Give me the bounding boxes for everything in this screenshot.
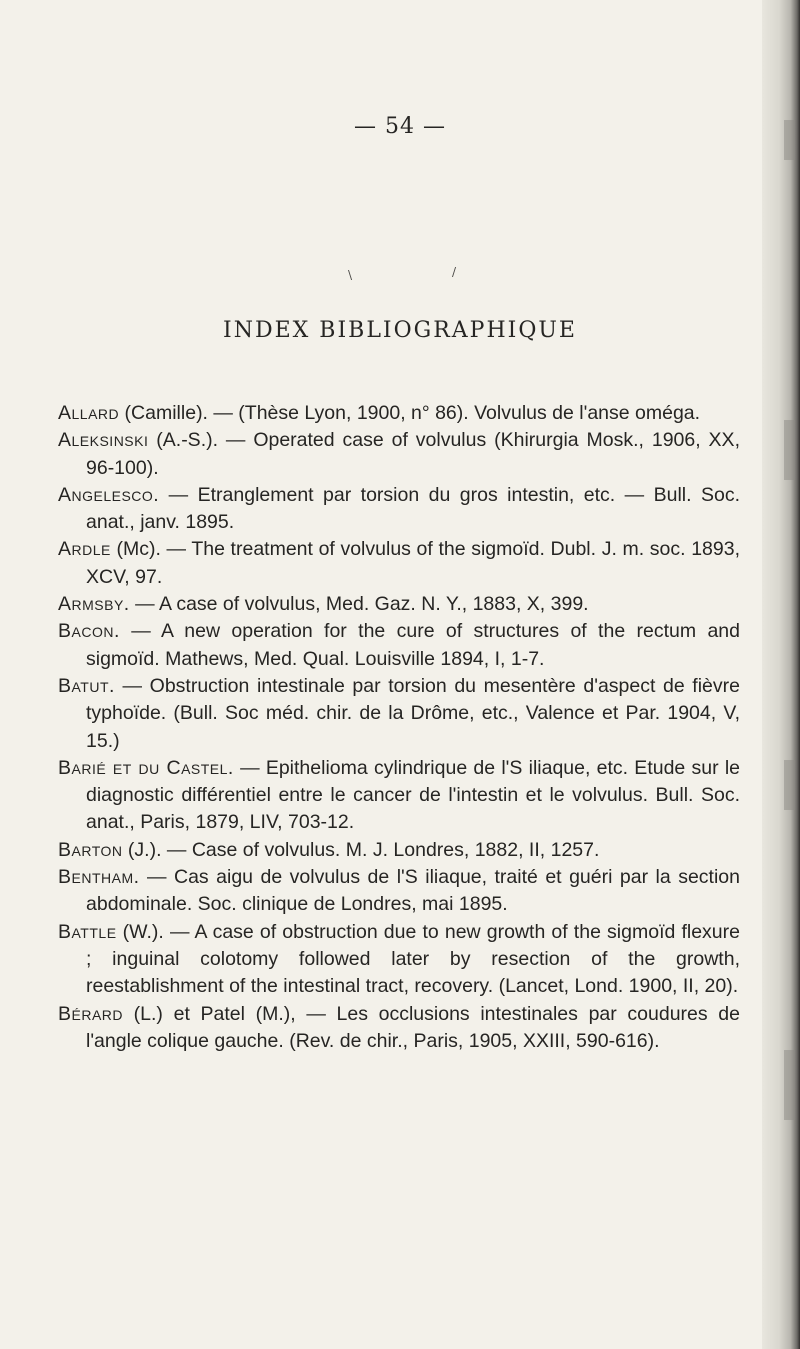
entry-author: Batut.	[58, 674, 115, 697]
bibliography-entry	[58, 919, 740, 1001]
index-title: INDEX BIBLIOGRAPHIQUE	[223, 318, 577, 343]
stray-mark: /	[452, 265, 457, 279]
edge-speck	[784, 760, 794, 810]
bibliography-entry	[58, 618, 740, 673]
bibliography-entry	[58, 864, 740, 919]
entry-author: Barié et du Castel.	[58, 756, 234, 779]
entry-text: (Mc). — The treatment of volvulus of the sigmoïd. Dubl. J. m. soc. 1893, XCV, 97.	[86, 538, 740, 588]
entry-text: — A case of volvulus, Med. Gaz. N. Y., 1883, X, 399.	[129, 593, 589, 616]
entry-author: Battle	[58, 920, 117, 943]
bibliography-entry	[58, 400, 740, 427]
stray-mark: \	[348, 268, 353, 282]
entry-text: — A new operation for the cure of structures of the rectum and sigmoïd. Mathews, Med. Qual. Louisville 1894, I, 1-7.	[86, 620, 740, 670]
entry-text: (L.) et Patel (M.), — Les occlusions intestinales par coudures de l'angle colique gauche. (Rev. de chir., Paris, 1905, XXIII, 590-616).	[86, 1002, 740, 1052]
edge-speck	[784, 1050, 794, 1120]
entry-text: — Etranglement par torsion du gros intestin, etc. — Bull. Soc. anat., janv. 1895.	[86, 483, 740, 534]
entry-text: (W.). — A case of obstruction due to new growth of the sigmoïd flexure ; inguinal colotomy followed later by resection of the growth, reestablishment of the intestinal tract, recovery. (Lancet, Lond. 1900, II, 20).	[86, 920, 740, 998]
entry-text: — Epithelioma cylindrique de l'S iliaque, etc. Etude sur le diagnostic différentiel entre le cancer de l'intestin et le volvulus. Bull. Soc. anat., Paris, 1879, LIV, 703-12.	[86, 756, 741, 834]
entry-text: — Obstruction intestinale par torsion du mesentère d'aspect de fièvre typhoïde. (Bull. Soc méd. chir. de la Drôme, etc., Valence et Par. 1904, V, 15.)	[86, 674, 740, 752]
entry-author: Ardle	[58, 538, 111, 561]
bibliography-list	[58, 400, 740, 1055]
bibliography-entry	[58, 427, 740, 482]
entry-author: Bacon.	[58, 620, 120, 643]
entry-text: (J.). — Case of volvulus. M. J. Londres, 1882, II, 1257.	[122, 838, 600, 861]
bibliography-entry	[58, 837, 740, 864]
entry-author: Armsby.	[58, 593, 130, 616]
bibliography-entry	[58, 482, 740, 537]
entry-author: Angelesco.	[58, 483, 160, 506]
entry-text: (Camille). — (Thèse Lyon, 1900, n° 86). Volvulus de l'anse oméga.	[119, 402, 701, 424]
entry-author: Bentham.	[58, 866, 140, 889]
entry-text: — Cas aigu de volvulus de l'S iliaque, traité et guéri par la section abdominale. Soc. clinique de Londres, mai 1895.	[86, 866, 740, 916]
bibliography-entry	[58, 536, 740, 591]
entry-author: Barton	[58, 838, 123, 861]
edge-speck	[784, 420, 794, 480]
bibliography-entry	[58, 591, 740, 618]
bibliography-entry	[58, 755, 740, 837]
bibliography-entry	[58, 673, 740, 755]
entry-author: Bérard	[58, 1002, 124, 1025]
entry-author: Aleksinski	[58, 429, 149, 452]
page-number: — 54 —	[354, 114, 446, 139]
page-binding-edge	[762, 0, 800, 1349]
entry-author: Allard	[58, 402, 120, 424]
entry-text: (A.-S.). — Operated case of volvulus (Khirurgia Mosk., 1906, XX, 96-100).	[86, 429, 740, 479]
bibliography-entry	[58, 1001, 740, 1056]
